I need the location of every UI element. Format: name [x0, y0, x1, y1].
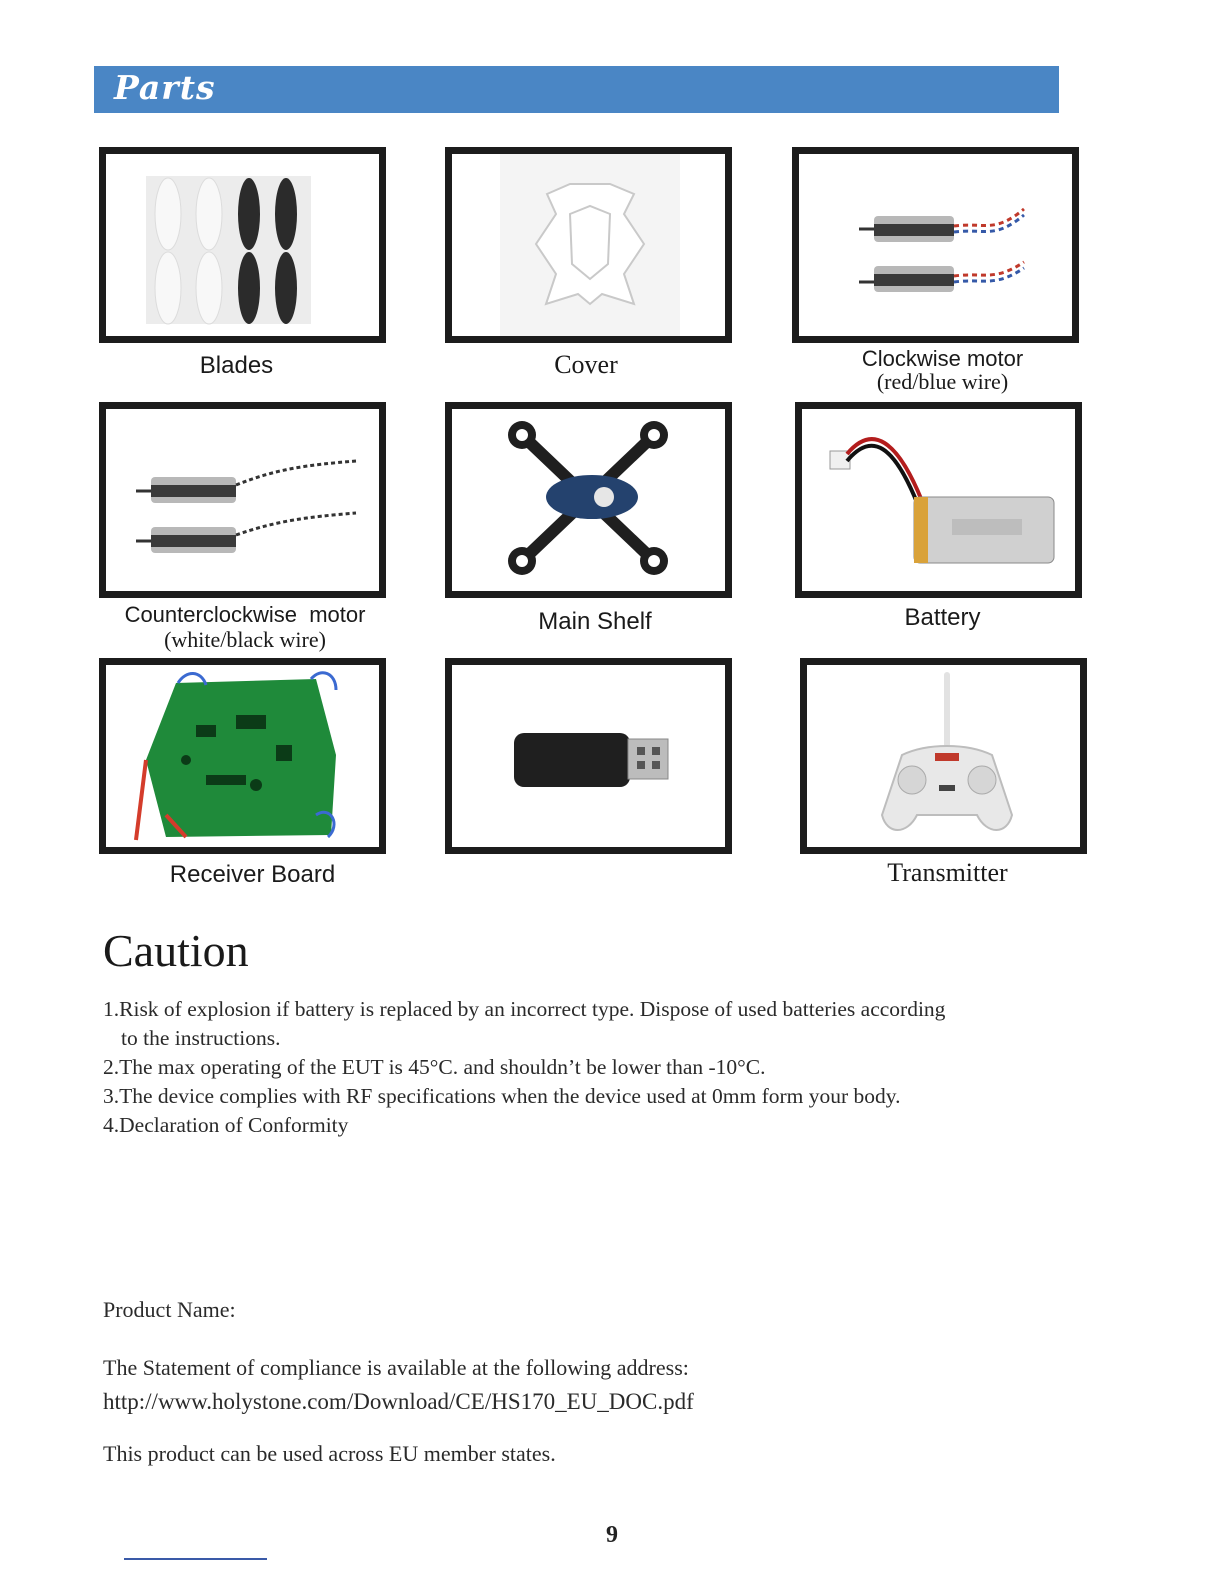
usb-adapter-illustration	[452, 665, 725, 847]
part-label-blades: Blades	[199, 352, 274, 379]
part-label-receiver-board: Receiver Board	[169, 861, 336, 888]
caution-item-1: 1.Risk of explosion if battery is replaced by an incorrect type. Dispose of used batteries according	[103, 997, 946, 1021]
counterclockwise-motor-illustration	[106, 409, 379, 591]
part-image-transmitter	[800, 658, 1087, 854]
compliance-statement: The Statement of compliance is available at the following address:	[103, 1355, 689, 1380]
part-name: Clockwise motor	[861, 346, 1024, 371]
caution-title: Caution	[103, 925, 249, 976]
transmitter-illustration	[807, 665, 1080, 847]
product-name-label: Product Name:	[103, 1297, 236, 1322]
caution-list	[103, 995, 1063, 1140]
caution-item-1-cont: to the instructions.	[121, 1026, 281, 1050]
part-note: (red/blue wire)	[876, 369, 1009, 394]
part-name: Counterclockwise motor	[124, 602, 366, 627]
caution-item-3: 3.The device complies with RF specifications when the device used at 0mm form your body.	[103, 1084, 901, 1108]
part-note: (white/black wire)	[164, 627, 326, 652]
main-shelf-illustration	[452, 409, 725, 591]
part-image-counterclockwise-motor	[99, 402, 386, 598]
compliance-url[interactable]: http://www.holystone.com/Download/CE/HS170_EU_DOC.pdf	[103, 1389, 694, 1414]
receiver-board-illustration	[106, 665, 379, 847]
cover-illustration	[452, 154, 725, 336]
battery-illustration	[802, 409, 1075, 591]
part-image-clockwise-motor	[792, 147, 1079, 343]
part-label-counterclockwise-motor	[99, 601, 391, 651]
blades-illustration	[106, 154, 379, 336]
caution-item-2: 2.The max operating of the EUT is 45°C. and shouldn’t be lower than -10°C.	[103, 1055, 766, 1079]
part-image-blades	[99, 147, 386, 343]
caution-item-4: 4.Declaration of Conformity	[103, 1113, 349, 1137]
footer-rule	[124, 1558, 267, 1560]
part-image-main-shelf	[445, 402, 732, 598]
part-label-clockwise-motor	[800, 347, 1085, 393]
part-label-battery: Battery	[904, 604, 981, 631]
part-image-usb-adapter	[445, 658, 732, 854]
part-image-cover	[445, 147, 732, 343]
part-image-receiver-board	[99, 658, 386, 854]
part-label-transmitter: Transmitter	[887, 858, 1008, 887]
part-label-main-shelf: Main Shelf	[538, 608, 652, 635]
clockwise-motor-illustration	[799, 154, 1072, 336]
page-number: 9	[606, 1522, 618, 1548]
eu-note: This product can be used across EU member states.	[103, 1441, 556, 1466]
part-image-battery	[795, 402, 1082, 598]
section-title: Parts	[114, 68, 216, 107]
part-label-cover: Cover	[554, 350, 618, 379]
section-banner	[94, 66, 1059, 113]
